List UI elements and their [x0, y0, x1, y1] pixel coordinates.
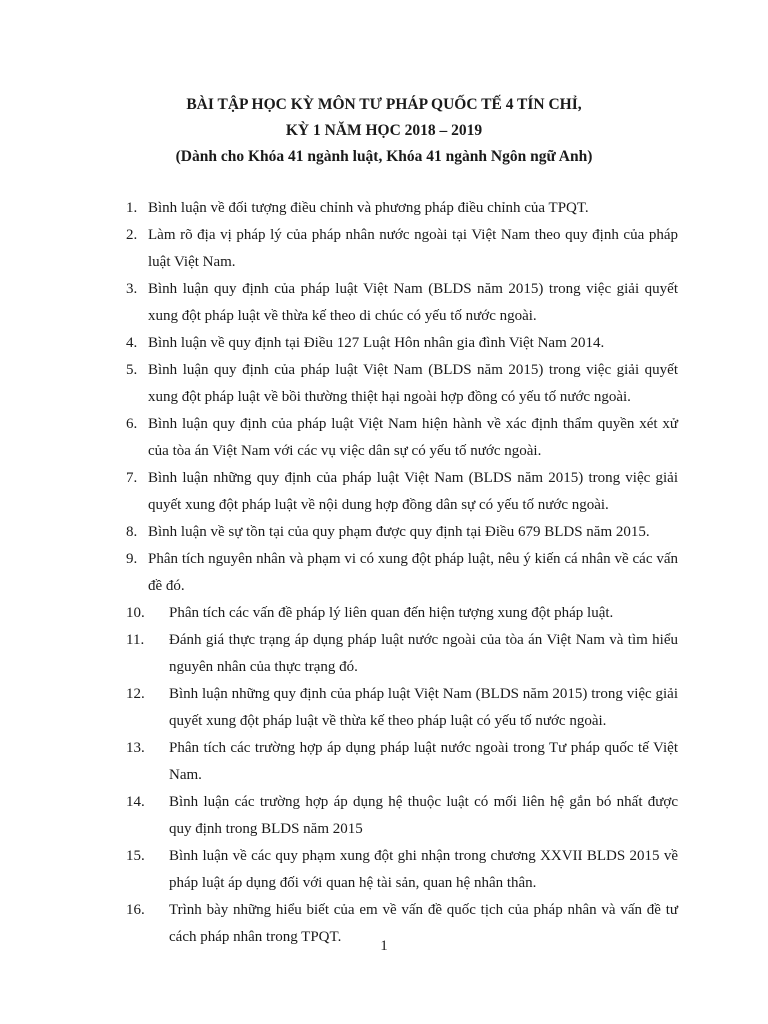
document-header: [0, 92, 768, 170]
list-item: [126, 546, 678, 600]
title-line-2: KỲ 1 NĂM HỌC 2018 – 2019: [285, 122, 483, 139]
item-text: Bình luận quy định của pháp luật Việt Nam (BLDS năm 2015) trong việc giải quyết xung đột pháp luật về bồi thường thiệt hại ngoài hợp đồng có yếu tố nước ngoài.: [148, 362, 678, 405]
item-text: Đánh giá thực trạng áp dụng pháp luật nước ngoài của tòa án Việt Nam và tìm hiểu nguyên nhân của thực trạng đó.: [169, 632, 678, 675]
item-text: Phân tích các vấn đề pháp lý liên quan đến hiện tượng xung đột pháp luật.: [169, 605, 614, 621]
list-item: [126, 222, 678, 276]
question-list: [126, 195, 678, 951]
item-number: 9.: [126, 551, 138, 567]
item-text: Bình luận các trường hợp áp dụng hệ thuộc luật có mối liên hệ gắn bó nhất được quy định trong BLDS năm 2015: [169, 794, 678, 837]
item-number: 4.: [126, 335, 138, 351]
item-number: 11.: [126, 632, 145, 648]
item-text: Bình luận về quy định tại Điều 127 Luật Hôn nhân gia đình Việt Nam 2014.: [148, 335, 605, 351]
item-text: Phân tích các trường hợp áp dụng pháp luật nước ngoài trong Tư pháp quốc tế Việt Nam.: [169, 740, 678, 783]
list-item: [126, 681, 678, 735]
list-item: [126, 843, 678, 897]
item-number: 3.: [126, 281, 138, 297]
list-item: [126, 519, 678, 546]
item-number: 8.: [126, 524, 138, 540]
item-number: 2.: [126, 227, 138, 243]
item-number: 12.: [126, 686, 145, 702]
list-item: [126, 357, 678, 411]
list-item: [126, 627, 678, 681]
item-number: 16.: [126, 902, 145, 918]
item-number: 5.: [126, 362, 138, 378]
item-text: Bình luận về các quy phạm xung đột ghi nhận trong chương XXVII BLDS 2015 về pháp luật áp dụng đối với quan hệ tài sản, quan hệ nhân thân.: [169, 848, 678, 891]
list-item: [126, 789, 678, 843]
item-number: 13.: [126, 740, 145, 756]
item-text: Phân tích nguyên nhân và phạm vi có xung đột pháp luật, nêu ý kiến cá nhân về các vấn đề đó.: [148, 551, 678, 594]
page-number: 1: [380, 938, 388, 954]
item-text: Làm rõ địa vị pháp lý của pháp nhân nước ngoài tại Việt Nam theo quy định của pháp luật Việt Nam.: [148, 227, 678, 270]
list-item: [126, 600, 678, 627]
item-text: Bình luận những quy định của pháp luật Việt Nam (BLDS năm 2015) trong việc giải quyết xung đột pháp luật về thừa kế theo pháp luật có yếu tố nước ngoài.: [169, 686, 678, 729]
subtitle: (Dành cho Khóa 41 ngành luật, Khóa 41 ngành Ngôn ngữ Anh): [175, 148, 593, 165]
list-item: [126, 195, 678, 222]
item-text: Bình luận quy định của pháp luật Việt Nam hiện hành về xác định thẩm quyền xét xử của tòa án Việt Nam với các vụ việc dân sự có yếu tố nước ngoài.: [148, 416, 678, 459]
item-text: Bình luận những quy định của pháp luật Việt Nam (BLDS năm 2015) trong việc giải quyết xung đột pháp luật về nội dung hợp đồng dân sự có yếu tố nước ngoài.: [148, 470, 678, 513]
list-item: [126, 330, 678, 357]
item-number: 14.: [126, 794, 145, 810]
title-line-1: BÀI TẬP HỌC KỲ MÔN TƯ PHÁP QUỐC TẾ 4 TÍN CHỈ,: [186, 96, 582, 113]
item-number: 6.: [126, 416, 138, 432]
item-number: 10.: [126, 605, 145, 621]
item-text: Bình luận về đối tượng điều chỉnh và phương pháp điều chỉnh của TPQT.: [148, 200, 589, 216]
item-number: 15.: [126, 848, 145, 864]
item-number: 7.: [126, 470, 138, 486]
item-number: 1.: [126, 200, 138, 216]
list-item: [126, 465, 678, 519]
list-item: [126, 411, 678, 465]
list-item: [126, 735, 678, 789]
item-text: Bình luận quy định của pháp luật Việt Nam (BLDS năm 2015) trong việc giải quyết xung đột pháp luật về thừa kế theo di chúc có yếu tố nước ngoài.: [148, 281, 678, 324]
list-item: [126, 276, 678, 330]
item-text: Trình bày những hiểu biết của em về vấn đề quốc tịch của pháp nhân và vấn đề tư cách pháp nhân trong TPQT.: [169, 902, 678, 945]
item-text: Bình luận về sự tồn tại của quy phạm được quy định tại Điều 679 BLDS năm 2015.: [148, 524, 650, 540]
